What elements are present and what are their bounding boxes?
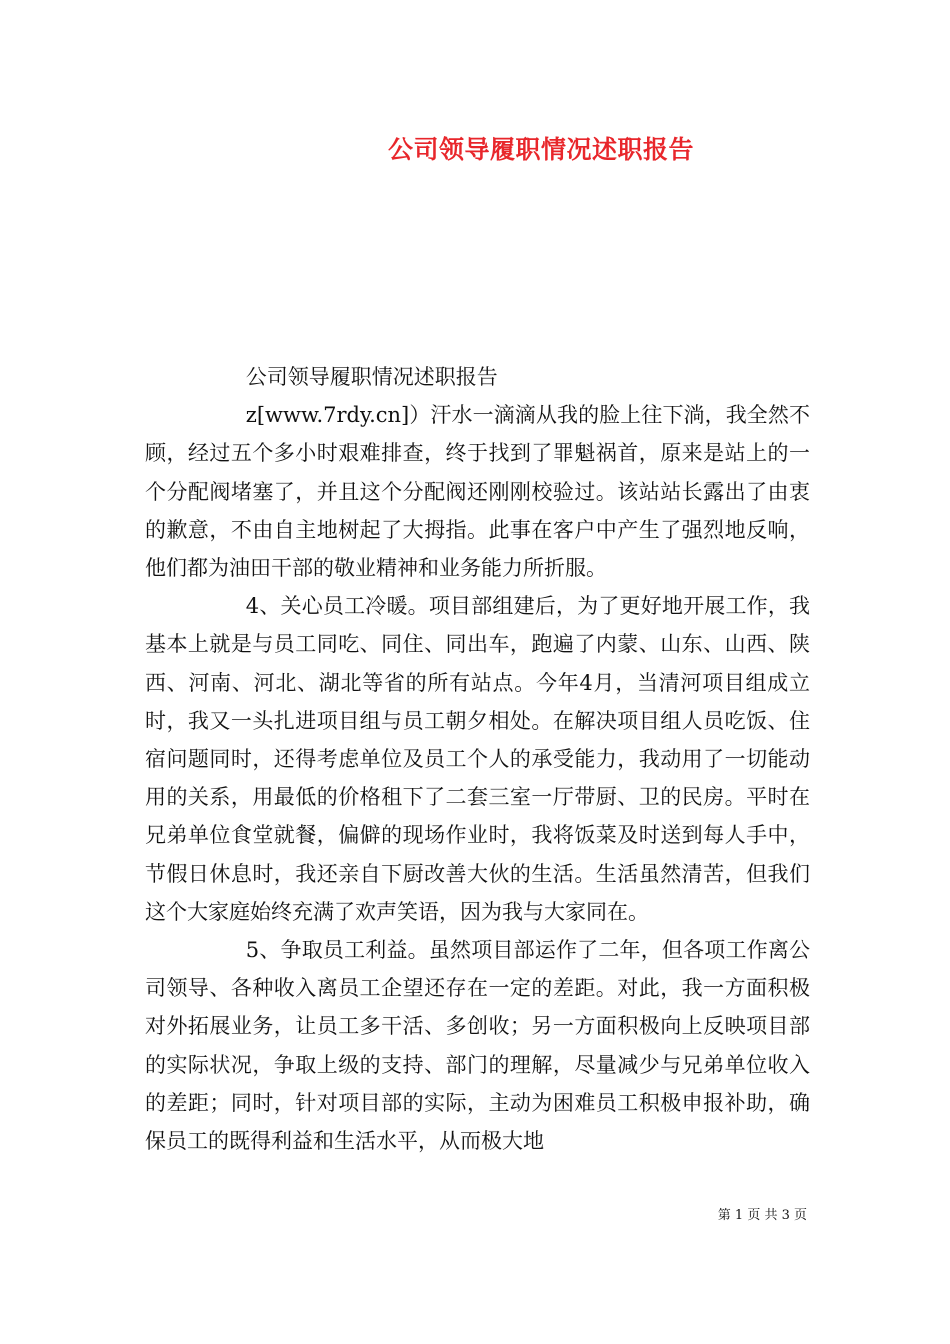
document-body: [145, 358, 810, 1160]
document-title: 公司领导履职情况述职报告: [387, 135, 694, 164]
paragraph-2: 4、关心员工冷暖。项目部组建后，为了更好地开展工作，我基本上就是与员工同吃、同住、同出车，跑遍了内蒙、山东、山西、陕西、河南、河北、湖北等省的所有站点。今年4月，当清河项目组成立时，我又一头扎进项目组与员工朝夕相处。在解决项目组人员吃饭、住宿问题同时，还得考虑单位及员工个人的承受能力，我动用了一切能动用的关系，用最低的价格租下了二套三室一厅带厨、卫的民房。平时在兄弟单位食堂就餐，偏僻的现场作业时，我将饭菜及时送到每人手中，节假日休息时，我还亲自下厨改善大伙的生活。生活虽然清苦，但我们这个大家庭始终充满了欢声笑语，因为我与大家同在。: [145, 594, 810, 924]
body-heading: 公司领导履职情况述职报告: [245, 365, 498, 389]
paragraph-3: 5、争取员工利益。虽然项目部运作了二年，但各项工作离公司领导、各种收入离员工企望还存在一定的差距。对此，我一方面积极对外拓展业务，让员工多干活、多创收；另一方面积极向上反映项目部的实际状况，争取上级的支持、部门的理解，尽量减少与兄弟单位收入的差距；同时，针对项目部的实际，主动为困难员工积极申报补助，确保员工的既得利益和生活水平，从而极大地: [145, 938, 810, 1154]
paragraph-1: z[www.7rdy.cn]）汗水一滴滴从我的脸上往下淌，我全然不顾，经过五个多小时艰难排查，终于找到了罪魁祸首，原来是站上的一个分配阀堵塞了，并且这个分配阀还刚刚校验过。该站站长露出了由衷的歉意，不由自主地树起了大拇指。此事在客户中产生了强烈地反响，他们都为油田干部的敬业精神和业务能力所折服。: [145, 403, 810, 581]
page-number: 第 1 页 共 3 页: [717, 1208, 807, 1223]
